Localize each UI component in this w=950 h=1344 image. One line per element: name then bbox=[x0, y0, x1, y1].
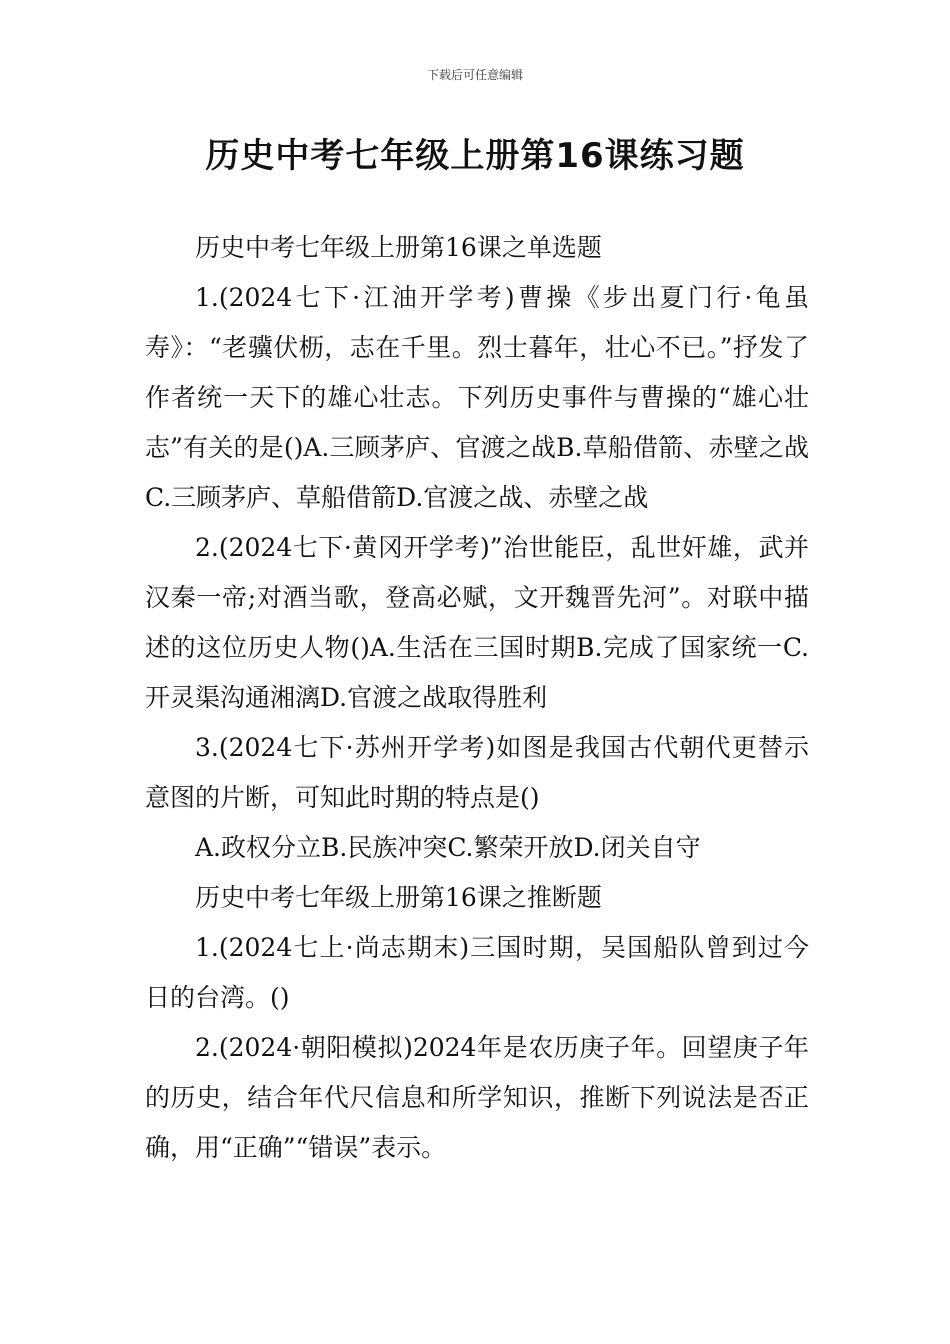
answer-options: A.政权分立B.民族冲突C.繁荣开放D.闭关自守 bbox=[195, 833, 701, 862]
question-paragraph: 1.(2024七下·江油开学考)曹操《步出夏门行·龟虽寿》：“老骥伏枥，志在千里。烈士暮年，壮心不已。”抒发了作者统一天下的雄心壮志。下列历史事件与曹操的“雄心壮志”有关的是()A.三顾茅庐、官渡之战B.草船借箭、赤壁之战C.三顾茅庐、草船借箭D.官渡之战、赤壁之战 bbox=[145, 283, 809, 512]
section-heading-single-choice: 历史中考七年级上册第16课之单选题 bbox=[195, 233, 602, 262]
document-title: 历史中考七年级上册第16课练习题 bbox=[205, 136, 745, 176]
question-paragraph: 2.(2024七下·黄冈开学考)”治世能臣，乱世奸雄，武并汉秦一帝;对酒当歌，登高必赋，文开魏晋先河”。对联中描述的这位历史人物()A.生活在三国时期B.完成了国家统一C.开灵渠沟通湘漓D.官渡之战取得胜利 bbox=[145, 533, 809, 712]
question-paragraph: 1.(2024七上·尚志期末)三国时期，吴国船队曾到过今日的台湾。() bbox=[145, 933, 809, 1012]
question-paragraph: 3.(2024七下·苏州开学考)如图是我国古代朝代更替示意图的片断，可知此时期的特点是() bbox=[145, 733, 809, 812]
document-body bbox=[145, 223, 809, 1173]
header-note: 下载后可任意编辑 bbox=[426, 68, 523, 82]
question-paragraph: 2.(2024·朝阳模拟)2024年是农历庚子年。回望庚子年的历史，结合年代尺信息和所学知识，推断下列说法是否正确，用“正确”“错误”表示。 bbox=[145, 1033, 809, 1162]
section-heading-inference: 历史中考七年级上册第16课之推断题 bbox=[195, 883, 602, 912]
